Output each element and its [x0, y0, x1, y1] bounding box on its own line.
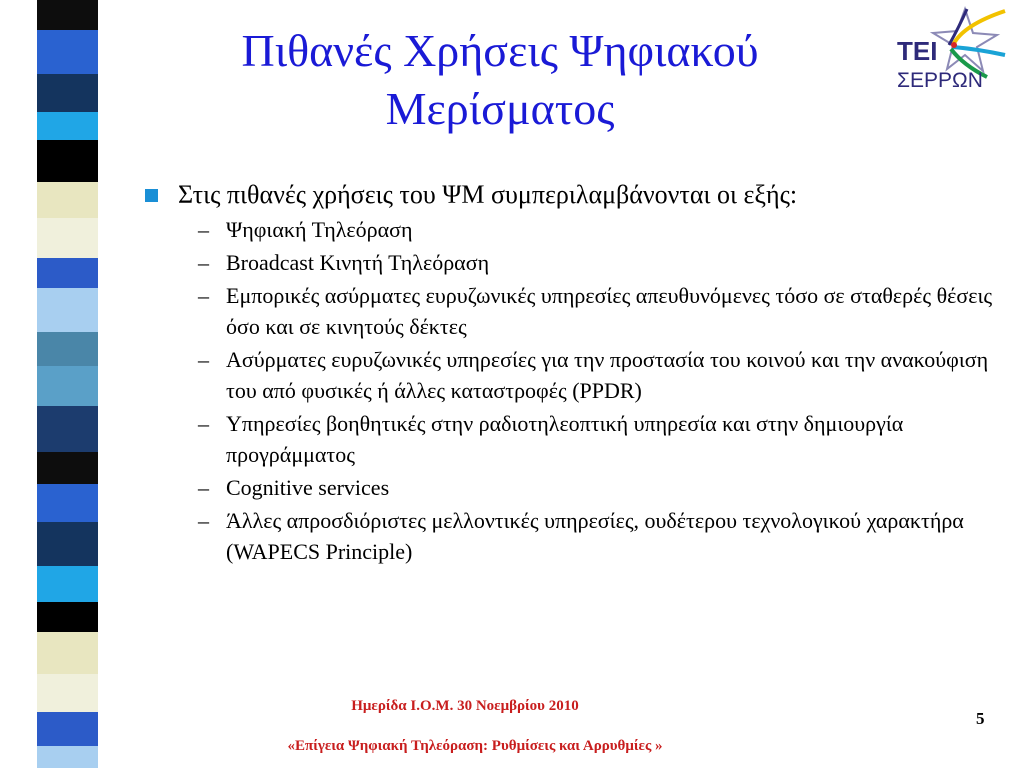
- square-bullet-icon: [145, 189, 158, 202]
- sub-item: [145, 344, 1005, 406]
- stripe-block: [37, 484, 98, 522]
- stripe-block: [37, 218, 98, 258]
- dash-bullet-icon: –: [198, 283, 209, 308]
- stripe-block: [37, 522, 98, 566]
- sub-item: [145, 408, 1005, 470]
- stripe-block: [37, 746, 98, 768]
- sub-item: [145, 280, 1005, 342]
- sub-item-text: Ασύρματες ευρυζωνικές υπηρεσίες για την προστασία του κοινού και την ανακούφιση του από φυσικές ή άλλες καταστροφές (PPDR): [226, 347, 989, 403]
- logo-text-bottom: ΣΕΡΡΩΝ: [897, 69, 983, 92]
- sub-item-text: Άλλες απροσδιόριστες μελλοντικές υπηρεσίες, ουδέτερου τεχνολογικού χαρακτήρα (WAPECS Principle): [226, 508, 964, 564]
- stripe-block: [37, 674, 98, 712]
- sub-item-text: Υπηρεσίες βοηθητικές στην ραδιοτηλεοπτική υπηρεσία και στην δημιουργία προγράμματος: [226, 411, 904, 467]
- title-line-2: Μερίσματος: [385, 83, 615, 134]
- sub-item-text: Cognitive services: [226, 475, 390, 500]
- main-bullet: [145, 178, 1005, 212]
- sub-item: [145, 505, 1005, 567]
- stripe-block: [37, 366, 98, 406]
- dash-bullet-icon: –: [198, 508, 209, 533]
- decorative-stripe-bar: [37, 0, 98, 768]
- dash-bullet-icon: –: [198, 347, 209, 372]
- stripe-block: [37, 140, 98, 182]
- title-line-1: Πιθανές Χρήσεις Ψηφιακού: [241, 25, 759, 76]
- stripe-block: [37, 0, 98, 30]
- dash-bullet-icon: –: [198, 475, 209, 500]
- sub-item: [145, 214, 1005, 245]
- slide-title: [150, 22, 850, 138]
- logo-text-top: ΤΕΙ: [897, 36, 938, 66]
- stripe-block: [37, 602, 98, 632]
- main-bullet-text: Στις πιθανές χρήσεις του ΨΜ συμπεριλαμβάνονται οι εξής:: [178, 180, 798, 209]
- sub-item-text: Ψηφιακή Τηλεόραση: [226, 217, 413, 242]
- sub-item-text: Broadcast Κινητή Τηλεόραση: [226, 250, 490, 275]
- tei-serron-logo: [893, 5, 1018, 95]
- stripe-block: [37, 288, 98, 332]
- sub-item: [145, 472, 1005, 503]
- bullet-list: [145, 178, 1005, 567]
- dash-bullet-icon: –: [198, 411, 209, 436]
- stripe-block: [37, 406, 98, 452]
- footer-event: Ημερίδα Ι.Ο.Μ. 30 Νοεμβρίου 2010: [351, 698, 579, 714]
- dash-bullet-icon: –: [198, 217, 209, 242]
- sub-item-text: Εμπορικές ασύρματες ευρυζωνικές υπηρεσίες απευθυνόμενες τόσο σε σταθερές θέσεις όσο και σε κινητούς δέκτες: [226, 283, 993, 339]
- stripe-block: [37, 182, 98, 218]
- footer-subtitle: «Επίγεια Ψηφιακή Τηλεόραση: Ρυθμίσεις και Αρρυθμίες »: [287, 738, 663, 754]
- page-number: 5: [976, 709, 985, 728]
- dash-bullet-icon: –: [198, 250, 209, 275]
- stripe-block: [37, 30, 98, 74]
- stripe-block: [37, 332, 98, 366]
- stripe-block: [37, 632, 98, 674]
- stripe-block: [37, 74, 98, 112]
- stripe-block: [37, 566, 98, 602]
- stripe-block: [37, 712, 98, 746]
- stripe-block: [37, 452, 98, 484]
- sub-item: [145, 247, 1005, 278]
- stripe-block: [37, 258, 98, 288]
- stripe-block: [37, 112, 98, 140]
